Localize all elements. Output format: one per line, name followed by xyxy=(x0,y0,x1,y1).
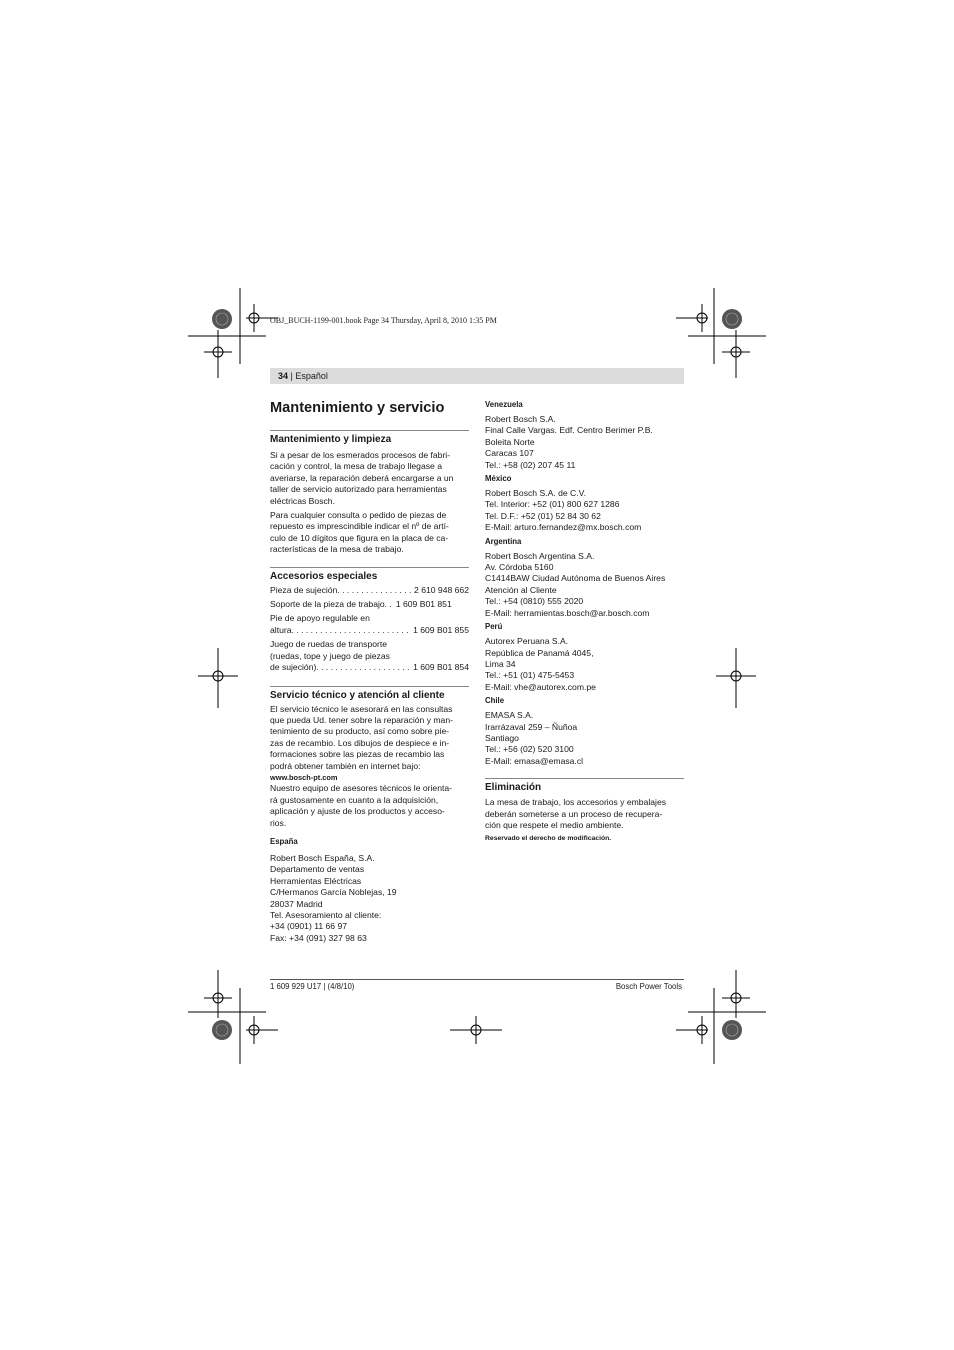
text-line: Robert Bosch Argentina S.A. xyxy=(485,550,595,561)
paragraph xyxy=(485,797,684,831)
text-line: racterísticas de la mesa de trabajo. xyxy=(270,544,404,555)
accessory-label: Soporte de la pieza de trabajo. . xyxy=(270,599,392,610)
text-line: taller de servicio autorizado para herramientas xyxy=(270,484,447,495)
header-language: Español xyxy=(295,371,328,381)
address-block xyxy=(270,853,469,944)
footer-divider xyxy=(270,979,684,980)
text-line: Santiago xyxy=(485,732,519,743)
text-line: Tel. D.F.: +52 (01) 52 84 30 62 xyxy=(485,510,601,521)
text-line: Atención al Cliente xyxy=(485,584,557,595)
file-slug: OBJ_BUCH-1199-001.book Page 34 Thursday, April 8, 2010 1:35 PM xyxy=(270,316,497,325)
text-line: Si a pesar de los esmerados procesos de fabri- xyxy=(270,450,451,460)
text-line: repuesto es imprescindible indicar el nº de artí- xyxy=(270,521,449,532)
footer-doc-number: 1 609 929 U17 | (4/8/10) xyxy=(270,982,355,991)
text-line: Tel. Asesoramiento al cliente: xyxy=(270,910,382,920)
text-line: formaciones sobre las piezas de recambio las xyxy=(270,749,445,760)
text-line: zas de recambio. Los dibujos de despiece e in- xyxy=(270,737,450,748)
address-block xyxy=(485,488,684,534)
text-line: culo de 10 dígitos que figura en la placa de ca- xyxy=(270,532,449,543)
accessory-label: Pieza de sujeción xyxy=(270,584,338,595)
paragraph xyxy=(270,510,469,556)
text-line: El servicio técnico le asesorará en las consultas xyxy=(270,703,453,714)
accessory-label: de sujeción) xyxy=(270,662,317,673)
text-line: eléctricas Bosch. xyxy=(270,495,335,506)
accessory-item xyxy=(270,613,469,636)
accessory-number: 1 609 B01 851 xyxy=(395,599,452,610)
text-line: Irarrázaval 259 – Ñuñoa xyxy=(485,721,578,732)
heading-eliminacion: Eliminación xyxy=(485,782,542,794)
header-separator: | xyxy=(288,371,296,381)
page-number: 34 xyxy=(278,371,289,381)
text-line: averiarse, la reparación deberá encargarse a un xyxy=(270,472,454,483)
accessory-label: altura xyxy=(270,624,292,635)
text-line: Av. Córdoba 5160 xyxy=(485,562,554,573)
text-line: La mesa de trabajo, los accesorios y embalajes xyxy=(485,797,667,808)
text-line: EMASA S.A. xyxy=(485,710,534,721)
address-block xyxy=(485,414,684,471)
text-line: rá gustosamente en cuanto a la adquisición, xyxy=(270,794,439,805)
text-line: podrá obtener también en internet bajo: xyxy=(270,760,421,771)
text-line: Fax: +34 (091) 327 98 63 xyxy=(270,932,367,943)
text-line: E-Mail: arturo.fernandez@mx.bosch.com xyxy=(485,522,642,533)
address-block xyxy=(485,636,684,693)
text-line: Departamento de ventas xyxy=(270,864,365,875)
accessory-number: 1 609 B01 855 xyxy=(413,624,469,635)
text-line: rios. xyxy=(270,817,287,828)
text-line: Para cualquier consulta o pedido de piezas de xyxy=(270,510,447,521)
accessory-item xyxy=(270,599,469,610)
heading-servicio: Servicio técnico y atención al cliente xyxy=(270,689,445,701)
text-line: Autorex Peruana S.A. xyxy=(485,636,569,647)
accessory-item xyxy=(270,585,469,596)
text-line: Tel.: +56 (02) 520 3100 xyxy=(485,744,574,755)
accessory-number: 2 610 948 662 xyxy=(414,584,469,595)
left-column xyxy=(270,398,469,944)
text-line: cación y control, la mesa de trabajo llegase a xyxy=(270,461,442,472)
text-line: Tel. Interior: +52 (01) 800 627 1286 xyxy=(485,499,620,510)
text-line: Final Calle Vargas. Edf. Centro Berimer P.B. xyxy=(485,425,653,436)
text-line: Robert Bosch España, S.A. xyxy=(270,852,375,863)
text-line: que pueda Ud. tener sobre la reparación y man- xyxy=(270,714,453,725)
text-line: Nuestro equipo de asesores técnicos le orienta- xyxy=(270,783,453,794)
text-line: Tel.: +51 (01) 475-5453 xyxy=(485,670,575,681)
text-line: +34 (0901) 11 66 97 xyxy=(270,921,348,932)
text-line: Robert Bosch S.A. de C.V. xyxy=(485,488,586,499)
text-line: Tel.: +54 (0810) 555 2020 xyxy=(485,596,584,607)
paragraph xyxy=(270,450,469,507)
heading-accesorios: Accesorios especiales xyxy=(270,570,378,582)
page-header xyxy=(270,368,684,384)
text-line: Tel.: +58 (02) 207 45 11 xyxy=(485,459,576,470)
address-block xyxy=(485,551,684,619)
website-link[interactable]: www.bosch-pt.com xyxy=(270,772,338,782)
text-line: Caracas 107 xyxy=(485,448,534,459)
heading-limpieza: Mantenimiento y limpieza xyxy=(270,434,392,445)
text-line: Boleita Norte xyxy=(485,436,535,447)
heading-venezuela: Venezuela xyxy=(485,400,523,409)
heading-chile: Chile xyxy=(485,696,505,706)
accessory-label: (ruedas, tope y juego de piezas xyxy=(270,650,390,661)
heading-mexico: México xyxy=(485,474,512,484)
text-line: aplicación y ajuste de los productos y acceso- xyxy=(270,806,445,817)
accessory-label: Pie de apoyo regulable en xyxy=(270,613,370,624)
paragraph xyxy=(270,704,469,829)
text-line: E-Mail: emasa@emasa.cl xyxy=(485,755,584,766)
footer-brand: Bosch Power Tools xyxy=(615,982,682,991)
accessory-number: 1 609 B01 854 xyxy=(413,662,469,673)
accessory-label: Juego de ruedas de transporte xyxy=(270,639,388,650)
text-line: deberán someterse a un proceso de recupera- xyxy=(485,808,663,819)
heading-peru: Perú xyxy=(485,622,503,632)
modification-note: Reservado el derecho de modificación. xyxy=(485,835,612,843)
text-line: República de Panamá 4045, xyxy=(485,647,594,658)
text-line: E-Mail: vhe@autorex.com.pe xyxy=(485,681,596,692)
text-line: C1414BAW Ciudad Autónoma de Buenos Aires xyxy=(485,573,666,584)
right-column xyxy=(485,398,684,845)
text-line: Lima 34 xyxy=(485,658,516,669)
text-line: Robert Bosch S.A. xyxy=(485,414,556,424)
text-line: tenimiento de su producto, así como sobre pie- xyxy=(270,726,450,737)
text-line: Herramientas Eléctricas xyxy=(270,875,362,886)
text-line: 28037 Madrid xyxy=(270,898,323,909)
address-block xyxy=(485,710,684,767)
accessory-item xyxy=(270,639,469,673)
section-title: Mantenimiento y servicio xyxy=(270,400,445,416)
text-line: C/Hermanos García Noblejas, 19 xyxy=(270,887,397,898)
text-line: E-Mail: herramientas.bosch@ar.bosch.com xyxy=(485,607,650,618)
heading-espana: España xyxy=(270,836,298,846)
text-line: ción que respete el medio ambiente. xyxy=(485,819,624,830)
heading-argentina: Argentina xyxy=(485,536,522,546)
